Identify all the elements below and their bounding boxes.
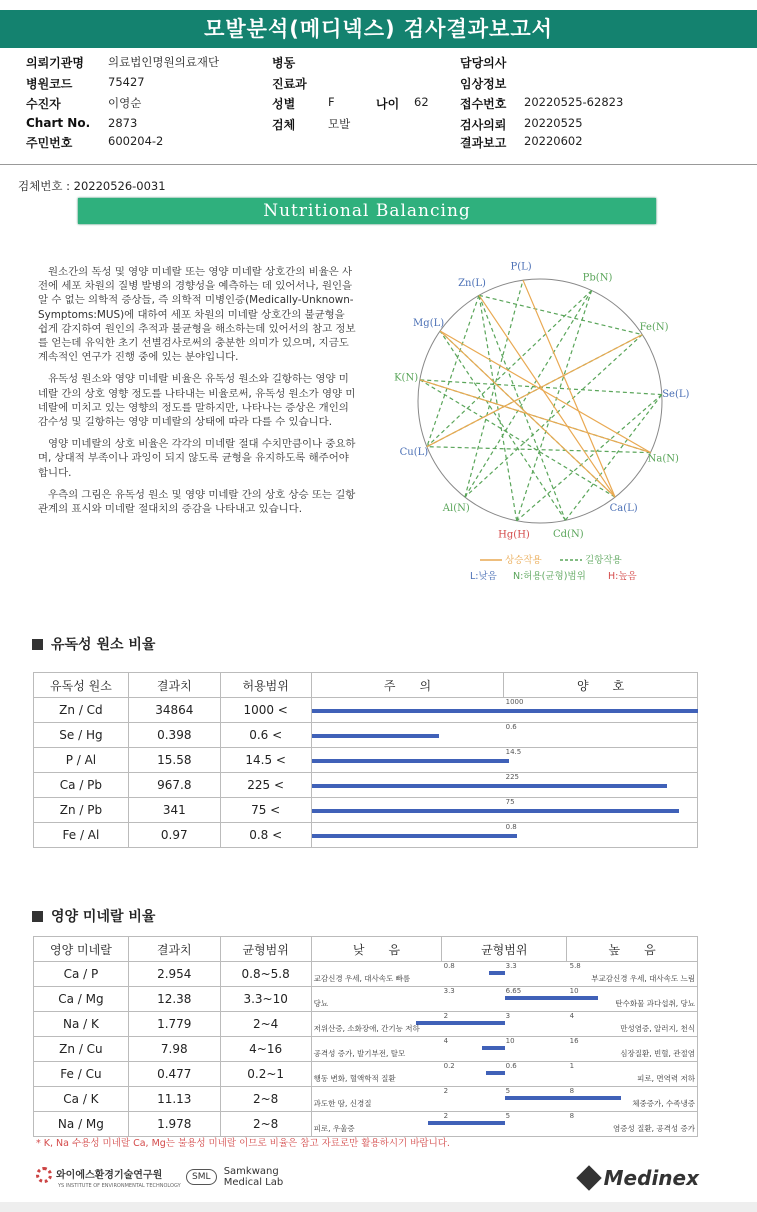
tick-mid: 6.65 <box>505 987 522 995</box>
header-balance-range: 균형범위 <box>220 937 311 962</box>
toxic-name: Se / Hg <box>34 723 129 748</box>
toxic-bar-cell <box>311 723 697 748</box>
tick-high: 16 <box>569 1037 579 1045</box>
toxic-name: Fe / Al <box>34 823 129 848</box>
toxic-range: 225 < <box>220 773 311 798</box>
toxic-name: Ca / Pb <box>34 773 129 798</box>
table-row <box>34 962 698 987</box>
legend-low: L:낮음 <box>470 571 497 582</box>
table-row <box>34 748 698 773</box>
toxic-ratio-table <box>33 672 698 848</box>
toxic-range: 0.8 < <box>220 823 311 848</box>
sml-name-1: Samkwang <box>223 1166 279 1177</box>
sml-logo <box>186 1166 283 1188</box>
table-row <box>34 1037 698 1062</box>
value-specimen: 모발 <box>328 117 351 131</box>
toxic-heading-text: 유독성 원소 비율 <box>51 637 156 653</box>
table-row <box>34 698 698 723</box>
antagonism-line <box>517 290 592 520</box>
table-row <box>34 1112 698 1137</box>
description-para-4: 우측의 그림은 유독성 원소 및 영양 미네랄 간의 상호 상승 또는 길항 관계의 표시와 미네랄 절대치의 증감을 나타내고 있습니다. <box>38 488 356 516</box>
legend-synergy: 상승작용 <box>505 555 542 566</box>
header-nutrient: 영양 미네랄 <box>34 937 129 962</box>
result-bar <box>312 809 679 813</box>
range-tick: 0.6 <box>505 723 517 731</box>
label-receipt-no: 접수번호 <box>460 97 507 111</box>
header-caution: 주 의 <box>311 673 504 698</box>
low-symptom: 저위산증, 소화장애, 간기능 저하 <box>313 1024 420 1033</box>
synergy-line <box>523 280 615 497</box>
nutrient-ratio-table <box>33 936 698 1137</box>
low-symptom: 행동 변화, 혈액학적 질환 <box>313 1074 396 1083</box>
low-symptom: 피로, 우울증 <box>313 1124 355 1133</box>
tick-high: 5.8 <box>569 962 581 970</box>
table-row <box>34 1062 698 1087</box>
label-chart-no: Chart No. <box>26 116 91 130</box>
nutrient-range: 3.3~10 <box>220 987 311 1012</box>
nutrient-name: Na / K <box>34 1012 129 1037</box>
wheel-node-label: Ca(L) <box>609 503 638 515</box>
label-sex: 성별 <box>272 97 296 111</box>
nutrient-name: Ca / P <box>34 962 129 987</box>
nutrient-result: 1.779 <box>128 1012 220 1037</box>
toxic-result: 34864 <box>128 698 220 723</box>
tick-high: 8 <box>569 1112 575 1120</box>
nutrient-range: 0.8~5.8 <box>220 962 311 987</box>
label-ward: 병동 <box>272 56 296 70</box>
nutrient-range: 2~8 <box>220 1112 311 1137</box>
table-row <box>34 773 698 798</box>
tick-low: 0.2 <box>443 1062 455 1070</box>
header-good: 양 호 <box>504 673 698 698</box>
toxic-name: P / Al <box>34 748 129 773</box>
tick-mid: 0.6 <box>505 1062 517 1070</box>
description <box>38 265 356 524</box>
toxic-result: 967.8 <box>128 773 220 798</box>
wheel-node-label: Cd(N) <box>552 529 584 540</box>
header-result: 결과치 <box>128 937 220 962</box>
tick-mid: 5 <box>505 1087 511 1095</box>
legend-high: H:높음 <box>608 571 637 582</box>
tick-low: 2 <box>443 1087 449 1095</box>
table-row <box>34 1012 698 1037</box>
range-tick: 14.5 <box>505 748 522 756</box>
result-bar <box>312 784 667 788</box>
ies-sub: YS INSTITUTE OF ENVIRONMENTAL TECHNOLOGY <box>58 1183 181 1189</box>
toxic-range: 75 < <box>220 798 311 823</box>
nutrient-name: Ca / K <box>34 1087 129 1112</box>
table-row <box>34 798 698 823</box>
toxic-bar-cell <box>311 698 697 723</box>
header-range: 허용범위 <box>220 673 311 698</box>
antagonism-line <box>427 290 592 446</box>
nutrient-result: 2.954 <box>128 962 220 987</box>
range-tick: 0.8 <box>505 823 517 831</box>
table-row <box>34 723 698 748</box>
header-low: 낮 음 <box>311 937 442 962</box>
result-bar <box>482 1046 505 1050</box>
range-tick: 1000 <box>505 698 524 706</box>
nutrient-result: 1.978 <box>128 1112 220 1137</box>
square-bullet-icon <box>32 639 43 650</box>
range-tick: 75 <box>505 798 515 806</box>
description-para-1: 원소간의 독성 및 영양 미네랄 또는 영양 미네랄 상호간의 비율은 사전에 세포 차원의 질병 발병의 경향성을 예측하는 데 있어서나, 원인을 알 수 없는 의학적 증상들, 즉 의학적 미병인증(Medically-Unknown-Symptoms:MUS)에 대하여 세포 차원의 미네랄 상호간의 불균형을 쉽게 감지하여 원인의 추적과 불균형을 해소하는데 있어서의 참고 정보를 얻는데 유익한 초기 선별검사로써의 충분한 의미가 있으며, 지금도 계속적인 연구가 진행 중에 있는 분야입니다. <box>38 266 356 364</box>
value-report-date: 20220602 <box>524 134 583 148</box>
legend-normal: N:허용(균형)범위 <box>513 571 586 582</box>
label-patient: 수진자 <box>26 97 61 111</box>
specimen-number: 검체번호 : 20220526-0031 <box>18 179 166 193</box>
tick-low: 3.3 <box>443 987 455 995</box>
description-para-3: 영양 미네랄의 상호 비율은 각각의 미네랄 절대 수치만큼이나 중요하며, 상대적 부족이나 과잉이 되지 않도록 균형을 유지하도록 해주어야 합니다. <box>38 438 356 479</box>
nutrient-range: 2~4 <box>220 1012 311 1037</box>
toxic-bar-cell <box>311 748 697 773</box>
tick-low: 0.8 <box>443 962 455 970</box>
wheel-node-label: Pb(N) <box>582 272 613 284</box>
result-bar <box>312 759 509 763</box>
table-row <box>34 987 698 1012</box>
nutrient-range: 2~8 <box>220 1087 311 1112</box>
high-symptom: 부교감신경 우세, 대사속도 느림 <box>591 974 695 983</box>
table-header-row <box>34 937 698 962</box>
high-symptom: 탄수화물 과다섭취, 당뇨 <box>615 999 695 1008</box>
medinex-emblem-icon <box>576 1165 601 1190</box>
tick-low: 2 <box>443 1112 449 1120</box>
nutrient-bar-cell <box>311 1037 697 1062</box>
mineral-wheel-diagram <box>380 258 720 588</box>
nutritional-balancing-title: Nutritional Balancing <box>78 198 656 224</box>
label-doctor: 담당의사 <box>460 56 507 70</box>
ies-logo <box>36 1166 181 1189</box>
table-row <box>34 1087 698 1112</box>
wheel-node-label: Cu(L) <box>399 446 429 458</box>
nutrient-section-heading <box>32 906 155 926</box>
tick-mid: 3 <box>505 1012 511 1020</box>
tick-mid: 5 <box>505 1112 511 1120</box>
tick-mid: 3.3 <box>505 962 517 970</box>
toxic-section-heading <box>32 634 155 654</box>
wheel-node-label: Se(L) <box>662 388 690 400</box>
label-report-date: 결과보고 <box>460 136 507 150</box>
header-high: 높 음 <box>567 937 698 962</box>
antagonism-line <box>465 335 642 498</box>
result-bar <box>505 996 598 1000</box>
toxic-name: Zn / Pb <box>34 798 129 823</box>
nutrient-heading-text: 영양 미네랄 비율 <box>51 909 156 925</box>
nutrient-bar-cell <box>311 1112 697 1137</box>
value-institution: 의료법인명원의료재단 <box>108 55 220 69</box>
result-bar <box>428 1121 505 1125</box>
wheel-circle <box>418 279 662 523</box>
nutrient-result: 0.477 <box>128 1062 220 1087</box>
wheel-node-label: Mg(L) <box>413 318 445 329</box>
bottom-strip <box>0 1202 757 1212</box>
table-header-row <box>34 673 698 698</box>
toxic-result: 0.97 <box>128 823 220 848</box>
value-patient: 이영순 <box>108 96 142 110</box>
nutrient-bar-cell <box>311 1087 697 1112</box>
report-title: 모발분석(메디넥스) 검사결과보고서 <box>0 10 757 48</box>
label-department: 진료과 <box>272 77 307 91</box>
tick-low: 4 <box>443 1037 449 1045</box>
result-bar <box>312 734 439 738</box>
tick-high: 4 <box>569 1012 575 1020</box>
nutrient-name: Zn / Cu <box>34 1037 129 1062</box>
toxic-bar-cell <box>311 773 697 798</box>
medinex-name: Medinex <box>603 1166 699 1190</box>
result-bar <box>489 971 505 975</box>
antagonism-line <box>479 295 565 520</box>
low-symptom: 과도한 땀, 신경질 <box>313 1099 372 1108</box>
nutrient-range: 4~16 <box>220 1037 311 1062</box>
nutrient-bar-cell <box>311 987 697 1012</box>
value-sex: F <box>328 95 335 109</box>
tick-high: 8 <box>569 1087 575 1095</box>
tick-high: 10 <box>569 987 579 995</box>
tick-low: 2 <box>443 1012 449 1020</box>
tick-mid: 10 <box>505 1037 515 1045</box>
label-clinical-info: 임상정보 <box>460 77 507 91</box>
high-symptom: 만성염증, 알러지, 천식 <box>620 1024 695 1033</box>
toxic-result: 341 <box>128 798 220 823</box>
result-bar <box>486 1071 505 1075</box>
legend-antagonism: 길항작용 <box>585 555 622 566</box>
label-age: 나이 <box>376 97 400 111</box>
high-symptom: 염증성 질환, 공격성 증가 <box>613 1124 695 1133</box>
sml-abbr: SML <box>186 1169 217 1185</box>
value-chart-no: 2873 <box>108 116 138 130</box>
nutrient-bar-cell <box>311 1012 697 1037</box>
low-symptom: 공격성 증가, 발기부전, 탈모 <box>313 1049 406 1058</box>
result-bar <box>312 834 517 838</box>
description-para-2: 유독성 원소와 영양 미네랄 비율은 유독성 원소와 길항하는 영양 미네랄 간의 상호 영향 정도를 나타내는 비율로써, 유독성 원소가 영양 미네랄에 미치고 있는 영향의 정도를 말하지만, 나타나는 증상은 개인의 감수성 및 길항하는 영양 미네랄의 상태에 따라 다를 수 있습니다. <box>38 373 356 429</box>
wheel-node-label: P(L) <box>510 261 532 273</box>
result-bar <box>312 709 698 713</box>
antagonism-line <box>479 295 642 334</box>
wheel-node-label: Al(N) <box>442 503 470 515</box>
range-tick: 225 <box>505 773 519 781</box>
wheel-node-label: Hg(H) <box>498 529 530 541</box>
nutrient-result: 7.98 <box>128 1037 220 1062</box>
sml-name-2: Medical Lab <box>223 1177 284 1188</box>
nutrient-bar-cell <box>311 962 697 987</box>
nutrient-bar-cell <box>311 1062 697 1087</box>
divider <box>0 164 757 165</box>
result-bar <box>505 1096 621 1100</box>
table-row <box>34 823 698 848</box>
high-symptom: 체중증가, 수족냉증 <box>632 1099 695 1108</box>
header-toxic-element: 유독성 원소 <box>34 673 129 698</box>
label-specimen: 검체 <box>272 118 296 132</box>
synergy-line <box>479 295 615 497</box>
ies-emblem-icon <box>36 1167 52 1183</box>
tick-high: 1 <box>569 1062 575 1070</box>
toxic-bar-cell <box>311 823 697 848</box>
value-hospital-code: 75427 <box>108 75 145 89</box>
value-resident-no: 600204-2 <box>108 134 164 148</box>
nutrient-result: 12.38 <box>128 987 220 1012</box>
header-result: 결과치 <box>128 673 220 698</box>
toxic-range: 1000 < <box>220 698 311 723</box>
antagonism-line <box>420 380 615 497</box>
toxic-result: 0.398 <box>128 723 220 748</box>
nutrient-range: 0.2~1 <box>220 1062 311 1087</box>
medinex-logo <box>580 1166 699 1190</box>
wheel-node-label: Fe(N) <box>639 321 669 333</box>
result-bar <box>416 1021 505 1025</box>
nutrient-name: Ca / Mg <box>34 987 129 1012</box>
ies-name: 와이에스환경기술연구원 <box>56 1170 163 1181</box>
toxic-name: Zn / Cd <box>34 698 129 723</box>
low-symptom: 교감신경 우세, 대사속도 빠름 <box>313 974 411 983</box>
nutrient-result: 11.13 <box>128 1087 220 1112</box>
nutrient-name: Na / Mg <box>34 1112 129 1137</box>
wheel-node-label: K(N) <box>394 372 419 384</box>
label-resident-no: 주민번호 <box>26 136 73 150</box>
wheel-node-label: Na(N) <box>647 453 679 465</box>
toxic-result: 15.58 <box>128 748 220 773</box>
toxic-bar-cell <box>311 798 697 823</box>
toxic-range: 14.5 < <box>220 748 311 773</box>
low-symptom: 당뇨 <box>313 999 329 1008</box>
value-request-date: 20220525 <box>524 116 583 130</box>
toxic-range: 0.6 < <box>220 723 311 748</box>
wheel-node-label: Zn(L) <box>458 278 486 290</box>
high-symptom: 피로, 면역력 저하 <box>637 1074 695 1083</box>
label-hospital-code: 병원코드 <box>26 77 73 91</box>
footnote: * K, Na 수용성 미네랄 Ca, Mg는 불용성 미네랄 이므로 비율은 참고 자료로만 활용하시기 바랍니다. <box>36 1138 450 1149</box>
label-request-date: 검사의뢰 <box>460 118 507 132</box>
value-receipt-no: 20220525-62823 <box>524 95 624 109</box>
nutrient-name: Fe / Cu <box>34 1062 129 1087</box>
value-age: 62 <box>414 95 429 109</box>
square-bullet-icon <box>32 911 43 922</box>
label-institution: 의뢰기관명 <box>26 56 84 70</box>
high-symptom: 심장질환, 빈혈, 관절염 <box>620 1049 695 1058</box>
header-balance: 균형범위 <box>442 937 567 962</box>
